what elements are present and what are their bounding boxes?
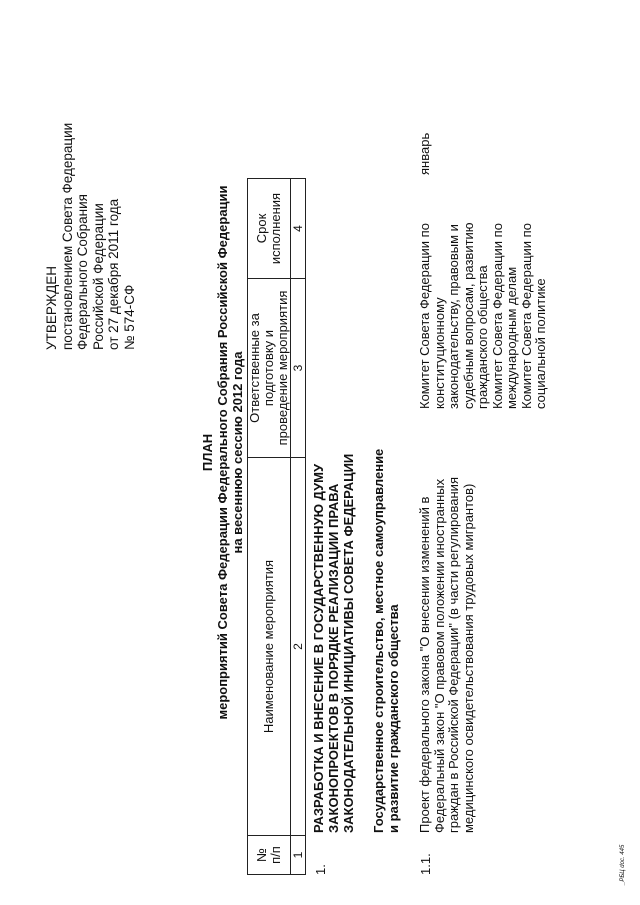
document-footnote: _РБЦ doc. 445 (620, 844, 626, 885)
approval-line: УТВЕРЖДЕН (44, 265, 59, 350)
header-number-line: п/п (268, 846, 283, 864)
header-event-name: Наименование мероприятия (248, 458, 291, 836)
approval-line: № 574-СФ (121, 284, 137, 350)
approval-line: постановлением Совета Федерации (59, 122, 75, 350)
responsible-line: судебным вопросам, развитию (460, 222, 476, 409)
plan-subtitle-line2: на весеннюю сессию 2012 года (230, 351, 245, 554)
section-title-line: РАЗРАБОТКА И ВНЕСЕНИЕ В ГОСУДАРСТВЕННУЮ ДУМУ (311, 463, 326, 833)
section-title (311, 454, 356, 833)
item-description-line: граждан в Российской Федерации" (в части регулирования (446, 477, 461, 833)
item-deadline: январь (417, 132, 432, 175)
subsection-title-line: и развитие гражданского общества (386, 604, 401, 833)
approval-stamp (44, 123, 137, 350)
header-responsible-line: Ответственные за подготовку и (247, 313, 276, 423)
header-deadline-line: исполнения (268, 192, 283, 265)
responsible-line: Комитет Совета Федерации по (518, 223, 534, 409)
subsection-title (371, 449, 401, 833)
item-number: 1.1. (418, 853, 433, 875)
responsible-line: международным делам (504, 266, 519, 409)
header-deadline-line: Срок (254, 213, 269, 244)
approval-line: Федерального Собрания (75, 194, 90, 350)
header-number-line: № (254, 848, 269, 862)
responsible-line: конституционному (431, 297, 447, 409)
approval-line: Российской Федерации (90, 203, 106, 350)
col-number: 4 (291, 179, 306, 279)
col-number: 1 (291, 836, 306, 875)
item-description-line: медицинского освидетельствования трудовых мигрантов) (460, 483, 476, 833)
responsible-line: гражданского общества (475, 265, 490, 409)
col-number: 2 (291, 458, 306, 836)
header-responsible-line: проведение мероприятия (275, 290, 290, 446)
responsible-line: законодательству, правовым и (446, 224, 461, 409)
header-deadline (248, 179, 291, 279)
item-description-line: Проект федерального закона "О внесении изменений в (417, 496, 432, 833)
responsible-line: Комитет Совета Федерации по (489, 223, 505, 409)
plan-title (200, 0, 245, 905)
plan-table-header (247, 178, 306, 875)
section-number: 1. (313, 864, 328, 875)
item-description (418, 477, 476, 833)
approval-line: от 27 декабря 2011 года (106, 198, 121, 350)
header-responsible (248, 279, 291, 458)
plan-subtitle-line1: мероприятий Совета Федерации Федерального Собрания Российской Федерации (215, 185, 230, 720)
col-number: 3 (291, 279, 306, 458)
header-number (248, 836, 291, 875)
responsible-line: Комитет Совета Федерации по (417, 223, 432, 409)
item-responsible (418, 222, 549, 409)
responsible-line: социальной политике (533, 278, 548, 409)
item-description-line: Федеральный закон "О правовом положении иностранных (431, 478, 447, 833)
subsection-title-line: Государственное строительство, местное самоуправление (371, 448, 386, 833)
section-title-line: ЗАКОНОДАТЕЛЬНОЙ ИНИЦИАТИВЫ СОВЕТА ФЕДЕРАЦИИ (341, 453, 356, 833)
plan-heading: ПЛАН (200, 433, 215, 472)
section-title-line: ЗАКОНОПРОЕКТОВ В ПОРЯДКЕ РЕАЛИЗАЦИИ ПРАВА (326, 483, 341, 833)
